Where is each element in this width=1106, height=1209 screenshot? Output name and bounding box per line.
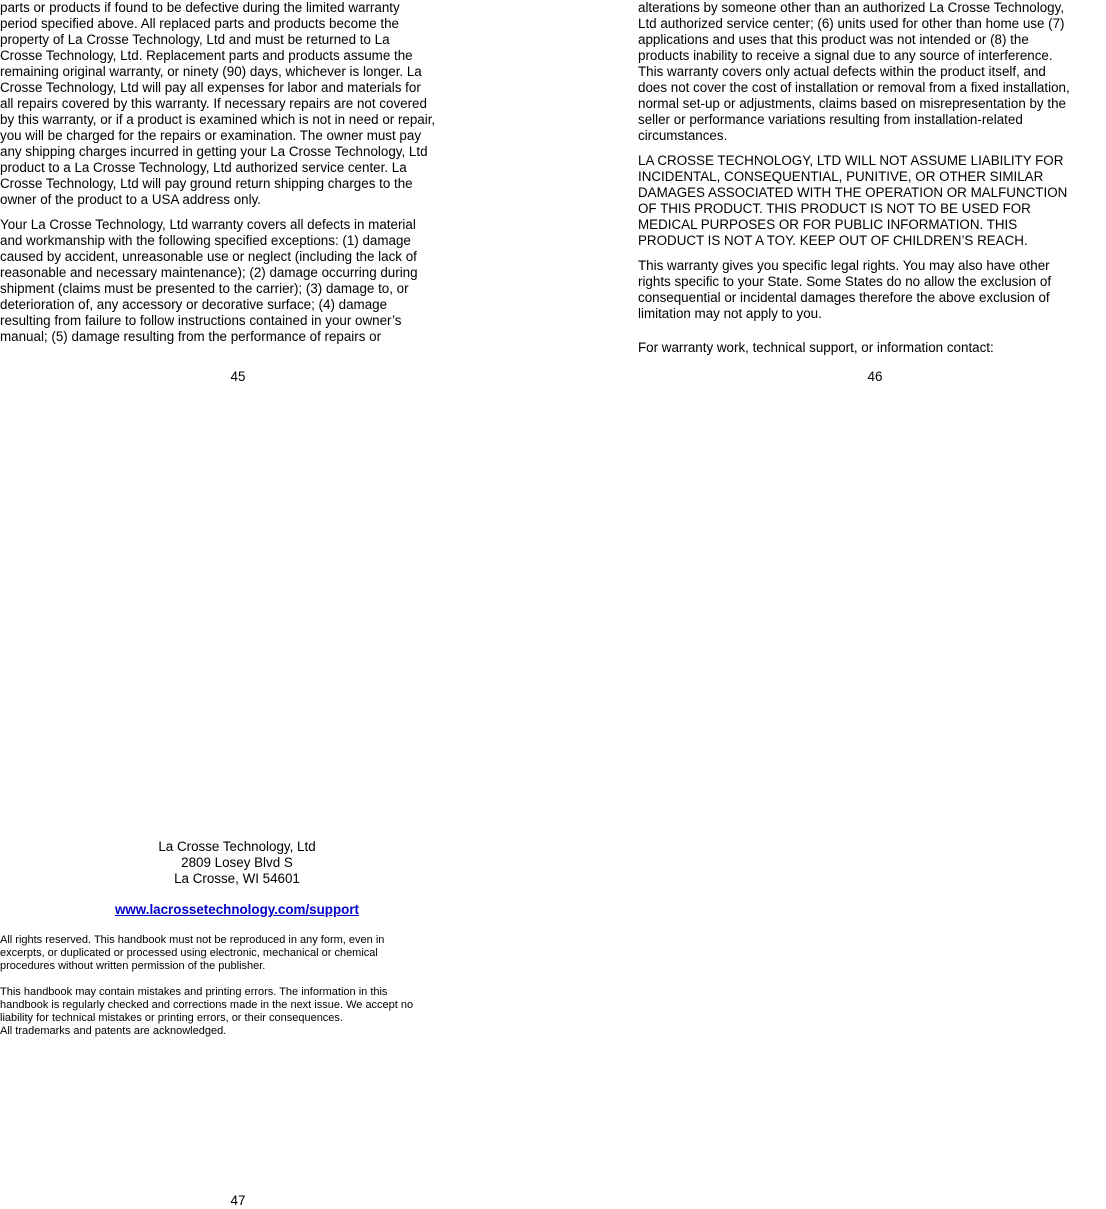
page-number-45: 45: [230, 369, 246, 384]
page-number-47: 47: [230, 1193, 246, 1208]
company-name: La Crosse Technology, Ltd: [158, 839, 316, 854]
city-address: La Crosse, WI 54601: [174, 871, 300, 886]
page-45-body: [0, 0, 478, 354]
company-address: [0, 839, 474, 918]
support-link[interactable]: www.lacrossetechnology.com/support: [114, 902, 360, 917]
errors-disclaimer-text: This handbook may contain mistakes and printing errors. The information in this handbook is regularly checked and corrections made in the next issue. We accept no liability for technical mistakes or printing errors, or their consequences.: [0, 986, 414, 1024]
rights-reserved-text: All rights reserved. This handbook must not be reproduced in any form, even in excerpts, or duplicated or processed using electronic, mechanical or chemical procedures without written permission of the publisher.: [0, 934, 385, 972]
page-46-body: [638, 0, 1106, 365]
liability-disclaimer: LA CROSSE TECHNOLOGY, LTD WILL NOT ASSUME LIABILITY FOR INCIDENTAL, CONSEQUENTIAL, PUNITIVE, OR OTHER SIMILAR DAMAGES ASSOCIATED WITH THE OPERATION OR MALFUNCTION OF THIS PRODUCT. THIS PRODUCT IS NOT TO BE USED FOR MEDICAL PURPOSES OR FOR PUBLIC INFORMATION. THIS PRODUCT IS NOT A TOY. KEEP OUT OF CHILDREN’S REACH.: [638, 153, 1068, 248]
warranty-exceptions-continued: alterations by someone other than an authorized La Crosse Technology, Ltd authorized service center; (6) units used for other than home use (7) applications and uses that this product was not intended or (8) the products inability to receive a signal due to any source of interference. This warranty covers only actual defects within the product itself, and does not cover the cost of installation or removal from a fixed installation, normal set-up or adjustments, claims based on misrepresentation by the seller or performance variations resulting from installation-related circumstances.: [638, 0, 1070, 143]
legal-rights-paragraph: This warranty gives you specific legal rights. You may also have other rights specific to your State. Some States do no allow the exclusion of consequential or incidental damages therefore the above exclusion of limitation may not apply to you.: [638, 258, 1052, 321]
page-number-46: 46: [867, 369, 883, 384]
legal-notice: [0, 934, 478, 1038]
trademarks-text: All trademarks and patents are acknowledged.: [0, 1025, 227, 1037]
contact-line: For warranty work, technical support, or information contact:: [638, 340, 994, 355]
warranty-exceptions-paragraph: Your La Crosse Technology, Ltd warranty covers all defects in material and workmanship with the following specified exceptions: (1) damage caused by accident, unreasonable use or neglect (including the lack of reasonable and necessary maintenance); (2) damage occurring during shipment (claims must be presented to the carrier); (3) damage to, or deterioration of, any accessory or decorative surface; (4) damage resulting from failure to follow instructions contained in your owner’s manual; (5) damage resulting from the performance of repairs or: [0, 217, 418, 344]
street-address: 2809 Losey Blvd S: [181, 855, 293, 870]
warranty-paragraph: parts or products if found to be defective during the limited warranty period specified above. All replaced parts and products become the property of La Crosse Technology, Ltd and must be returned to La Crosse Technology, Ltd. Replacement parts and products assume the remaining original warranty, or ninety (90) days, whichever is longer. La Crosse Technology, Ltd will pay all expenses for labor and materials for all repairs covered by this warranty. If necessary repairs are not covered by this warranty, or if a product is examined which is not in need or repair, you will be charged for the repairs or examination. The owner must pay any shipping charges incurred in getting your La Crosse Technology, Ltd product to a La Crosse Technology, Ltd authorized service center. La Crosse Technology, Ltd will pay ground return shipping charges to the owner of the product to a USA address only.: [0, 0, 436, 207]
